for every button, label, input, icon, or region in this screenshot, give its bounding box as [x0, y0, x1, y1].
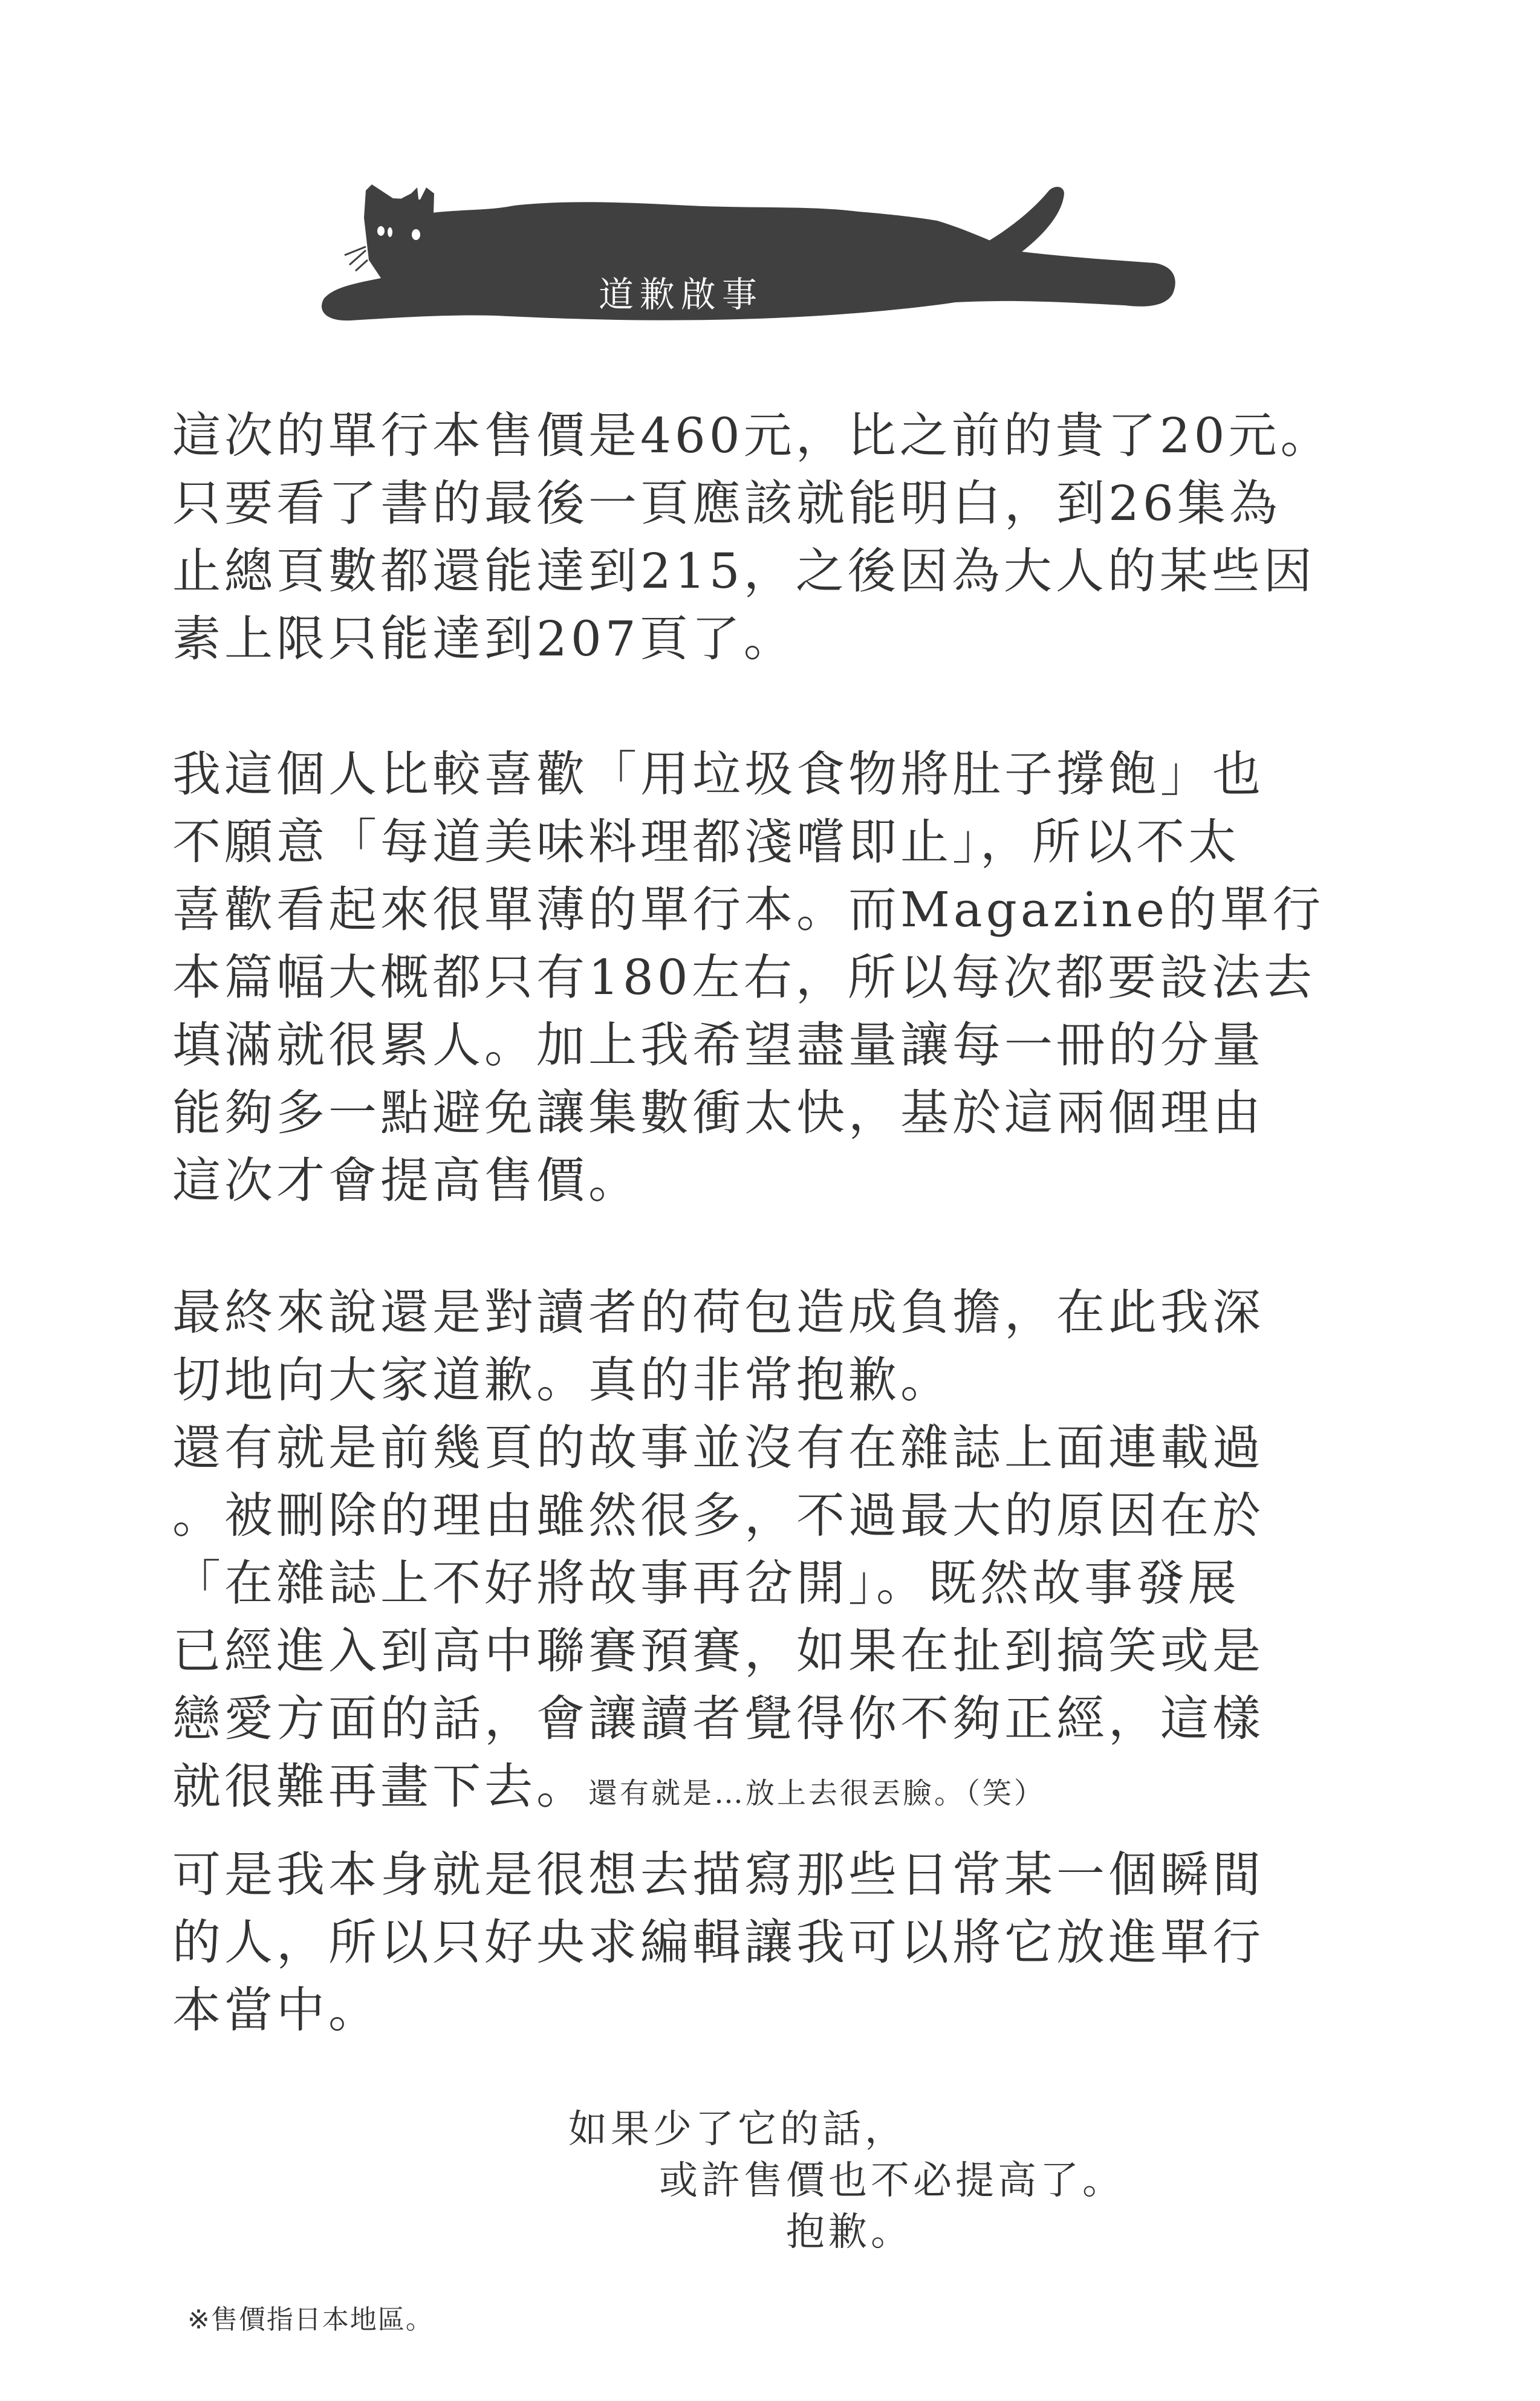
footnote: ※售價指日本地區。 [187, 2304, 434, 2335]
text-line: 的人，所以只好央求編輯讓我可以將它放進單行 [172, 1914, 1264, 1971]
text-line: 還有就是前幾頁的故事並沒有在雜誌上面連載過 [172, 1420, 1264, 1476]
text-line: 切地向大家道歉。真的非常抱歉。 [172, 1352, 952, 1408]
text-line: 能夠多一點避免讓集數衝太快，基於這兩個理由 [172, 1085, 1264, 1141]
text-line: 填滿就很累人。加上我希望盡量讓每一冊的分量 [172, 1017, 1264, 1073]
text-line: 我這個人比較喜歡「用垃圾食物將肚子撐飽」也 [172, 746, 1264, 802]
title-banner [314, 181, 1185, 351]
aside-note: 還有就是…放上去很丟臉。（笑） [588, 1776, 1046, 1810]
text-line: 喜歡看起來很單薄的單行本。而Magazine的單行 [172, 882, 1325, 938]
text-line: 本篇幅大概都只有180左右，所以每次都要設法去 [172, 949, 1316, 1006]
text-line: 。被刪除的理由雖然很多，不過最大的原因在於 [172, 1487, 1264, 1544]
text-line: 戀愛方面的話，會讓讀者覺得你不夠正經，這樣 [172, 1691, 1264, 1747]
text-line: 最終來說還是對讀者的荷包造成負擔，在此我深 [172, 1284, 1264, 1340]
closing-line-2: 或許售價也不必提高了。 [659, 2159, 1125, 2203]
text-line: 止總頁數都還能達到215，之後因為大人的某些因 [172, 543, 1316, 599]
text-line-with-aside [172, 1753, 1382, 1827]
text-line: 「在雜誌上不好將故事再岔開」。既然故事發展 [172, 1555, 1240, 1611]
text-line: 可是我本身就是很想去描寫那些日常某一個瞬間 [172, 1847, 1264, 1903]
text-line: 素上限只能達到207頁了。 [172, 611, 796, 667]
text-line: 這次的單行本售價是460元，比之前的貴了20元。 [172, 408, 1333, 464]
paragraph-price-increase [172, 402, 1382, 673]
banner-title: 道歉啟事 [599, 274, 764, 315]
paragraph-motivation [172, 1841, 1382, 2044]
text-line: 只要看了書的最後一頁應該就能明白，到26集為 [172, 475, 1281, 531]
text-line: 已經進入到高中聯賽預賽，如果在扯到搞笑或是 [172, 1623, 1264, 1679]
text-line: 不願意「每道美味料理都淺嚐即止」，所以不太 [172, 814, 1240, 870]
text-line: 就很難再畫下去。 [172, 1758, 588, 1815]
paragraph-reasons [172, 741, 1382, 1215]
text-line: 這次才會提高售價。 [172, 1152, 640, 1209]
text-line: 本當中。 [172, 1982, 380, 2038]
paragraph-apology [172, 1279, 1382, 1827]
closing-line-3: 抱歉。 [786, 2210, 913, 2255]
closing-line-1: 如果少了它的話， [568, 2107, 907, 2152]
